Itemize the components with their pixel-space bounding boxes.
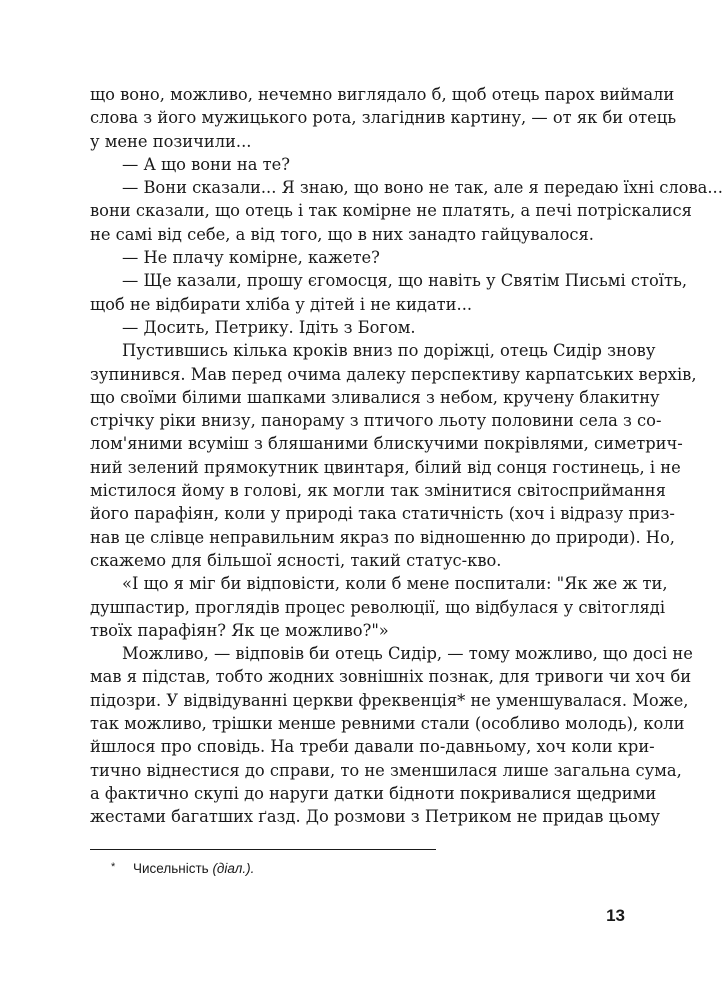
footnote-dialect-note: (діал.). (212, 861, 255, 876)
dialogue-line: — Не плачу комірне, кажете? (122, 248, 380, 268)
dialogue-line: — А що вони на те? (122, 154, 291, 174)
text-line: зупинився. Мав перед очима далеку перспективу карпатських верхів, (90, 364, 697, 384)
dialogue-line: — Досить, Петрику. Ідіть з Богом. (122, 317, 416, 337)
text-line: вони сказали, що отець і так комірне не платять, а печі потріскалися (90, 201, 692, 221)
footnote-divider (90, 849, 436, 850)
text-line: нав це слівце неправильним якраз по відношенню до природи). Но, (90, 527, 675, 547)
text-line: стрічку ріки внизу, панораму з птичого льоту половини села з со- (90, 411, 662, 431)
text-line: лом'яними всуміш з бляшаними блискучими покрівлями, симетрич- (90, 434, 683, 454)
page-number: 13 (606, 906, 625, 925)
text-line: не самі від себе, а від того, що в них занадто гайцувалося. (90, 224, 594, 244)
text-line: що воно, можливо, нечемно виглядало б, щоб отець парох виймали (90, 85, 675, 104)
text-line: так можливо, трішки менше ревними стали (особливо молодь), коли (90, 714, 685, 734)
text-line: підозри. У відвідуванні церкви фреквенція* не уменшувалася. Може, (90, 690, 689, 710)
text-line: щоб не відбирати хліба у дітей і не кидати... (90, 294, 473, 314)
paragraph-start-line: «І що я міг би відповісти, коли б мене поспитали: "Як же ж ти, (122, 574, 668, 594)
text-line: твоїх парафіян? Як це можливо?"» (90, 620, 389, 640)
footnote (111, 858, 254, 878)
text-line: йшлося про сповідь. На треби давали по-давньому, хоч коли кри- (90, 737, 655, 757)
paragraph-start-line: Пустившись кілька кроків вниз по доріжці, отець Сидір знову (122, 341, 656, 361)
footnote-marker: * (111, 861, 116, 873)
text-line: тично віднестися до справи, то не зменшилася лише загальна сума, (90, 760, 682, 780)
footnote-text: Чисельність (133, 861, 213, 876)
text-line: слова з його мужицького рота, злагіднив картину, — от як би отець (90, 108, 677, 128)
text-line: душпастир, проглядів процес революції, що відбулася у світогляді (90, 597, 666, 617)
text-line: у мене позичили... (90, 131, 252, 151)
text-line: а фактично скупі до наруги датки бідноти покривалися щедрими (90, 783, 657, 803)
dialogue-line: — Ще казали, прошу єгомосця, що навіть у Святім Письмі стоїть, (122, 271, 688, 291)
text-line: ний зелений прямокутник цвинтаря, білий від сонця гостинець, і не (90, 457, 681, 477)
text-line: його парафіян, коли у природі така статичність (хоч і відразу приз- (90, 504, 675, 524)
text-line: жестами багатших ґазд. До розмови з Петриком не придав цьому (90, 807, 661, 827)
text-line: містилося йому в голові, як могли так змінитися світосприймання (90, 481, 666, 501)
text-line: мав я підстав, тобто жодних зовнішніх познак, для тривоги чи хоч би (90, 667, 692, 687)
paragraph-start-line: Можливо, — відповів би отець Сидір, — тому можливо, що досі не (122, 644, 693, 664)
dialogue-line: — Вони сказали... Я знаю, що воно не так, але я передаю їхні слова... (122, 178, 723, 198)
text-line: скажемо для більшої ясності, такий статус-кво. (90, 550, 502, 570)
text-line: що своїми білими шапками зливалися з небом, кручену блакитну (90, 387, 660, 407)
body-text (90, 83, 723, 829)
